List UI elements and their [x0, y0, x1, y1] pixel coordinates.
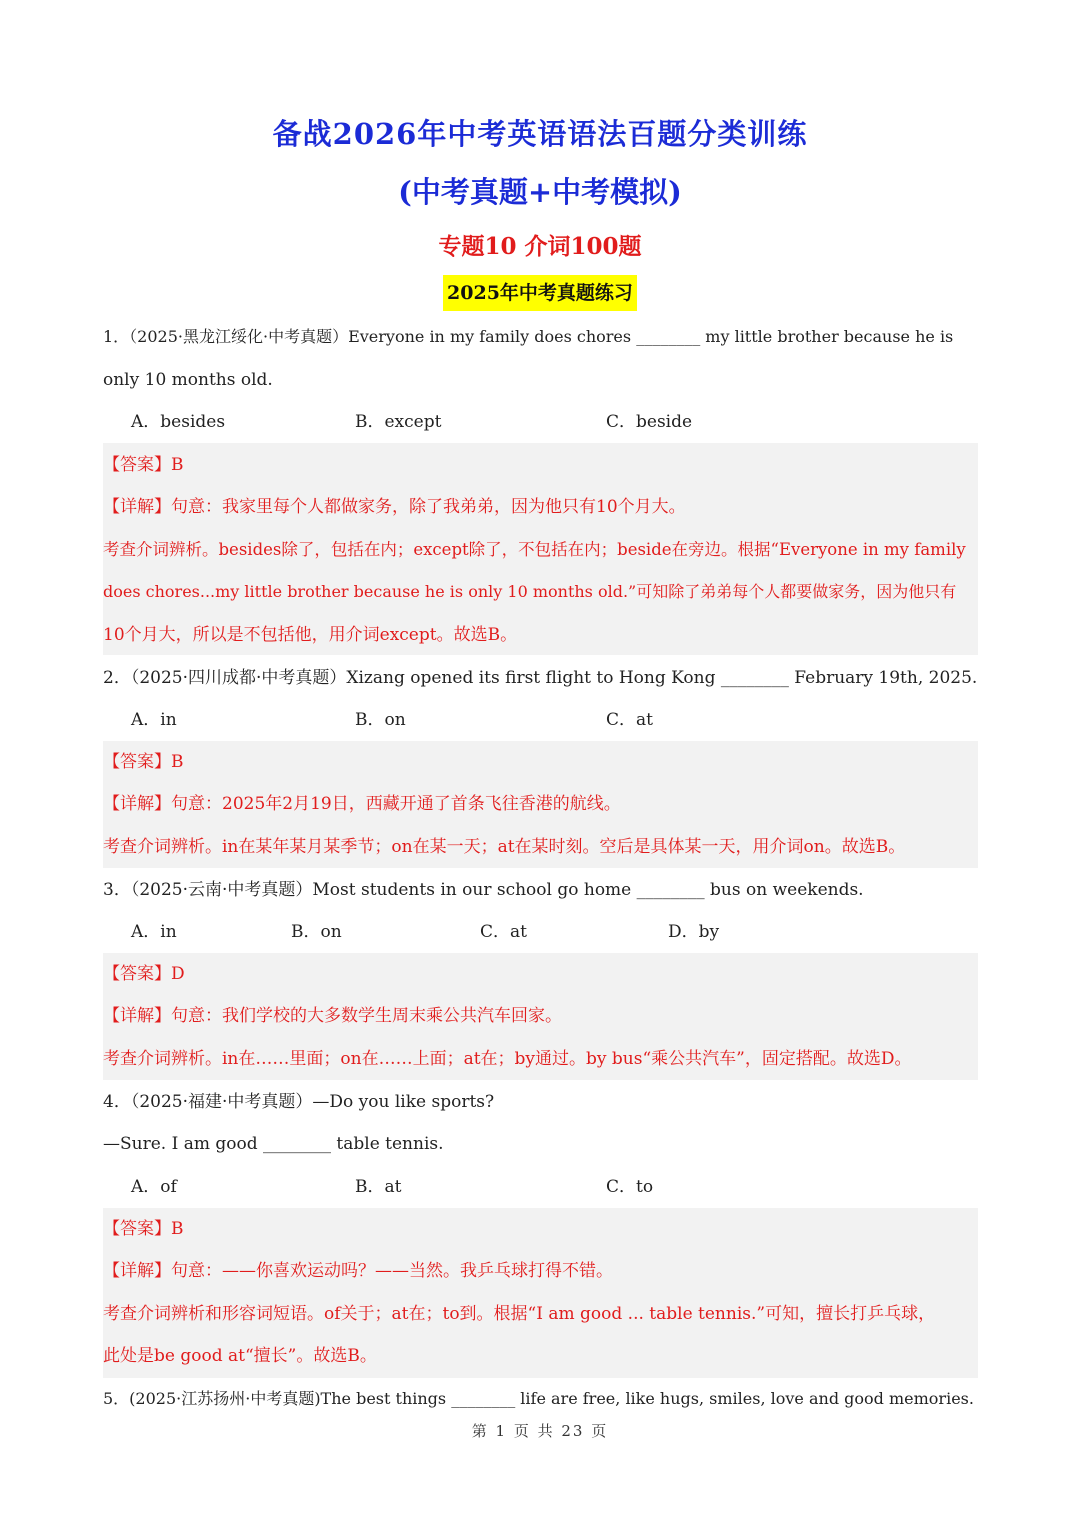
document-subtitle: (中考真题+中考模拟): [398, 175, 682, 209]
question-2-line-1: 2．（2025·四川成都·中考真题）Xizang opened its first flight to Hong Kong ________ February 19th, 2025.: [103, 668, 978, 688]
question-1-option-c: C．beside: [606, 412, 693, 432]
question-3-option-d: D．by: [668, 922, 720, 942]
question-2-detail-line-1: 【详解】句意：2025年2月19日，西藏开通了首条飞往香港的航线。: [103, 794, 621, 814]
section-heading-wrap: [0, 275, 1080, 311]
question-1-option-b: B．except: [355, 412, 442, 432]
question-3-detail-line-1: 【详解】句意：我们学校的大多数学生周末乘公共汽车回家。: [103, 1006, 562, 1026]
question-4-detail-line-1: 【详解】句意：——你喜欢运动吗？——当然。我乒乓球打得不错。: [103, 1261, 613, 1281]
question-4-option-b: B．at: [355, 1177, 402, 1197]
question-1-detail-line-2: 考查介词辨析。besides除了，包括在内；except除了，不包括在内；beside在旁边。根据“Everyone in my family: [103, 540, 966, 559]
topic-title: 专题10 介词100题: [438, 233, 642, 260]
question-5-line-1: 5．(2025·江苏扬州·中考真题)The best things ________ life are free, like hugs, smiles, love and good memories.: [103, 1389, 974, 1408]
question-2-option-a: A．in: [131, 710, 177, 730]
question-4-option-c: C．to: [606, 1177, 654, 1197]
question-1-detail-line-1: 【详解】句意：我家里每个人都做家务，除了我弟弟，因为他只有10个月大。: [103, 497, 686, 517]
question-3-line-1: 3．（2025·云南·中考真题）Most students in our school go home ________ bus on weekends.: [103, 880, 864, 900]
question-3-option-c: C．at: [480, 922, 527, 942]
question-3-option-a: A．in: [131, 922, 177, 942]
question-4-detail-line-2: 考查介词辨析和形容词短语。of关于；at在；to到。根据“I am good ... table tennis.”可知，擅长打乒乓球，: [103, 1304, 936, 1324]
question-4-answer: 【答案】B: [103, 1219, 184, 1239]
question-2-option-c: C．at: [606, 710, 653, 730]
question-1-line-1: 1．（2025·黑龙江绥化·中考真题）Everyone in my family does chores ________ my little brother because he is: [103, 327, 954, 346]
question-4-line-2: —Sure. I am good ________ table tennis.: [103, 1134, 444, 1154]
question-3-option-b: B．on: [291, 922, 342, 942]
question-1-detail-line-3: does chores...my little brother because he is only 10 months old.”可知除了弟弟每个人都要做家务，因为他只有: [103, 582, 957, 601]
question-1-answer: 【答案】B: [103, 455, 184, 475]
question-4-detail-line-3: 此处是be good at“擅长”。故选B。: [103, 1346, 377, 1366]
question-3-detail-line-2: 考查介词辨析。in在……里面；on在……上面；at在；by通过。by bus“乘公共汽车”，固定搭配。故选D。: [103, 1049, 912, 1069]
section-heading: 2025年中考真题练习: [443, 275, 637, 311]
question-3-answer: 【答案】D: [103, 964, 185, 984]
question-1-line-2: only 10 months old.: [103, 370, 273, 390]
document-title: 备战2026年中考英语语法百题分类训练: [272, 117, 808, 151]
page-footer: 第 1 页 共 23 页: [471, 1422, 609, 1440]
question-2-detail-line-2: 考查介词辨析。in在某年某月某季节；on在某一天；at在某时刻。空后是具体某一天，用介词on。故选B。: [103, 837, 906, 857]
question-1-detail-line-4: 10个月大，所以是不包括他，用介词except。故选B。: [103, 625, 518, 645]
question-4-line-1: 4．（2025·福建·中考真题）—Do you like sports?: [103, 1092, 495, 1112]
question-2-answer: 【答案】B: [103, 752, 184, 772]
question-1-option-a: A．besides: [131, 412, 226, 432]
question-4-option-a: A．of: [131, 1177, 177, 1197]
question-2-option-b: B．on: [355, 710, 406, 730]
